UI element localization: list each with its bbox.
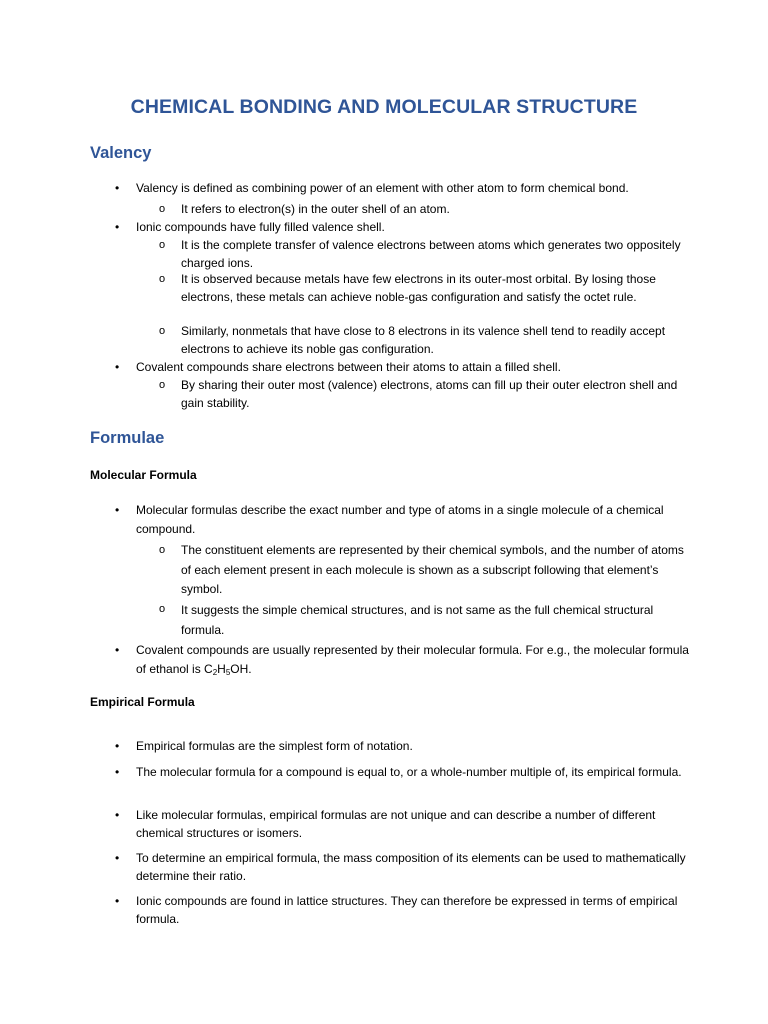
sub-bullet-marker: o <box>159 239 166 251</box>
molecular-sub-bullet-1-1: The constituent elements are represented by their chemical symbols, and the number of atoms of each element present in each molecule is shown as a subscript following that element’s symbol. <box>181 543 684 596</box>
bullet-marker: • <box>115 643 120 657</box>
bullet-marker: • <box>115 220 120 234</box>
sub-bullet-marker: o <box>159 603 166 615</box>
ethanol-formula: $C_2H_5OH$. <box>204 662 252 677</box>
molecular-bullet-1: Molecular formulas describe the exact number and type of atoms in a single molecule of a chemical compound. <box>136 503 664 536</box>
subheading-molecular-formula: Molecular Formula <box>90 468 197 482</box>
valency-bullet-3: Covalent compounds share electrons between their atoms to attain a filled shell. <box>136 360 561 374</box>
bullet-marker: • <box>115 181 120 195</box>
valency-sub-bullet-2-2: It is observed because metals have few electrons in its outer-most orbital. By losing those electrons, these metals can achieve noble-gas configuration and satisfy the octet rule. <box>181 272 656 304</box>
subheading-empirical-formula: Empirical Formula <box>90 695 195 709</box>
molecular-sub-bullet-1-2: It suggests the simple chemical structures, and is not same as the full chemical structural formula. <box>181 603 654 637</box>
bullet-marker: • <box>115 739 120 753</box>
molecular-bullet-2-text: Covalent compounds are usually represented by their molecular formula. For e.g., the molecular formula of ethanol is <box>136 643 689 676</box>
empirical-bullet-5: Ionic compounds are found in lattice structures. They can therefore be expressed in terms of empirical formula. <box>136 894 678 926</box>
empirical-bullet-1: Empirical formulas are the simplest form of notation. <box>136 739 413 753</box>
sub-bullet-marker: o <box>159 325 166 337</box>
empirical-bullet-2: The molecular formula for a compound is equal to, or a whole-number multiple of, its empirical formula. <box>136 765 682 779</box>
bullet-marker: • <box>115 894 120 908</box>
bullet-marker: • <box>115 851 120 865</box>
valency-sub-bullet-3-1: By sharing their outer most (valence) electrons, atoms can fill up their outer electron shell and gain stability. <box>181 378 678 410</box>
bullet-marker: • <box>115 360 120 374</box>
valency-sub-bullet-2-1: It is the complete transfer of valence electrons between atoms which generates two oppositely charged ions. <box>181 238 681 270</box>
sub-bullet-marker: o <box>159 544 166 556</box>
molecular-bullet-2 <box>136 641 692 679</box>
valency-bullet-2: Ionic compounds have fully filled valence shell. <box>136 220 385 234</box>
sub-bullet-marker: o <box>159 379 166 391</box>
document-title: CHEMICAL BONDING AND MOLECULAR STRUCTURE <box>130 96 638 118</box>
sub-bullet-marker: o <box>159 203 166 215</box>
sub-bullet-marker: o <box>159 273 166 285</box>
empirical-bullet-3: Like molecular formulas, empirical formulas are not unique and can describe a number of different chemical structures or isomers. <box>136 808 656 840</box>
empirical-bullet-4: To determine an empirical formula, the mass composition of its elements can be used to mathematically determine their ratio. <box>136 851 686 883</box>
section-heading-valency: Valency <box>90 144 152 162</box>
valency-sub-bullet-1-1: It refers to electron(s) in the outer shell of an atom. <box>181 202 450 216</box>
valency-bullet-1: Valency is defined as combining power of an element with other atom to form chemical bond. <box>136 181 629 195</box>
bullet-marker: • <box>115 503 120 517</box>
valency-sub-bullet-2-3: Similarly, nonmetals that have close to 8 electrons in its valence shell tend to readily accept electrons to achieve its noble gas configuration. <box>181 324 666 356</box>
section-heading-formulae: Formulae <box>90 429 165 447</box>
bullet-marker: • <box>115 765 120 779</box>
bullet-marker: • <box>115 808 120 822</box>
